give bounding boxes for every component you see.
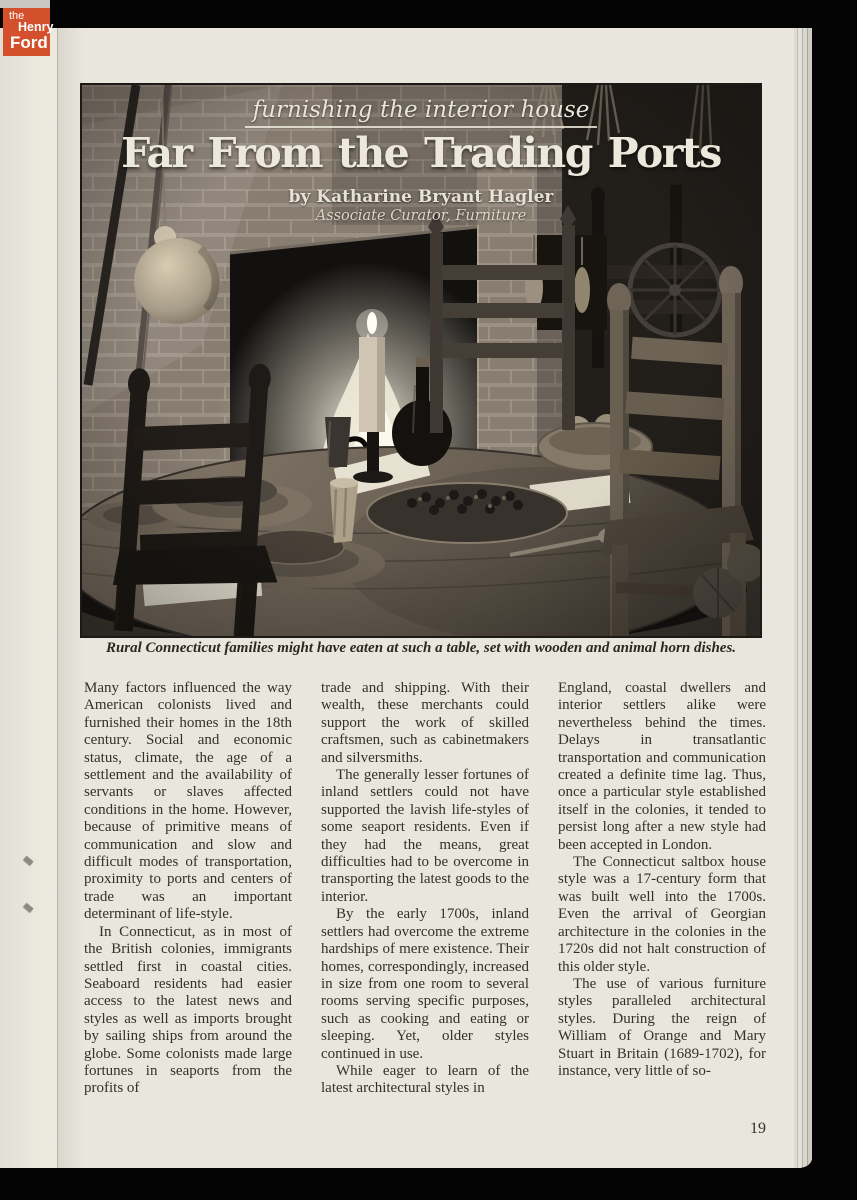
paragraph: England, coastal dwellers and interior settlers alike were nevertheless behind the times. Delays in transatlantic transportation and communication created a definite time lag. Thus, once a particular style established itself in the colonies, it tended to persist long after a new style had been accepted in London. [558,680,766,853]
photo-caption: Rural Connecticut families might have eaten at such a table, set with wooden and animal horn dishes. [105,640,737,656]
paragraph: The generally lesser fortunes of inland settlers could not have supported the lavish life-styles of some seaport residents. Even if they had the means, great difficulties had to be overcome in transporting the latest goods to the interior. [321,767,529,905]
text-column-2 [321,680,529,1098]
henry-ford-logo [3,8,54,56]
page-edge-stack [794,28,812,1168]
magazine-page [0,28,812,1168]
article-title: Far From the Trading Ports [121,129,721,177]
article-byline: by Katharine Bryant Hagler [288,187,554,207]
logo-word-henry: Henry [18,20,54,34]
logo-word-ford: Ford [10,33,48,52]
article-kicker-row [82,97,760,128]
article-photo [82,85,760,636]
paragraph: Many factors influenced the way American colonists lived and furnished their homes in the 18th century. Social and economic status, climate, the age of a settlement and the availability of servants or slaves affected conditions in the home. However, because of primitive means of communication and slow and difficult modes of transportation, proximity to ports and centers of trade was an important determinant of life-style. [84,680,292,923]
binding-gutter [0,28,58,1168]
paragraph: In Connecticut, as in most of the British colonies, immigrants settled first in coastal cities. Seaboard residents had easier access to the latest news and styles as well as imports brought by sailing ships from around the globe. Some colonists made large fortunes in seaports from the profits of [84,923,292,1097]
scan-top-sliver [0,0,50,8]
logo-word-the: the [9,10,25,22]
page-number: 19 [750,1120,766,1137]
article-kicker: furnishing the interior house [245,97,598,128]
paragraph: While eager to learn of the latest architectural styles in [321,1062,529,1097]
text-column-1 [84,680,292,1098]
paragraph: The Connecticut saltbox house style was a 17-century form that was built well into the 1700s. Even the arrival of Georgian architecture in the colonies in the 1720s did not halt construction of this older style. [558,854,766,975]
paragraph: trade and shipping. With their wealth, these merchants could support the work of skilled craftsmen, such as cabinetmakers and silversmiths. [321,680,529,766]
paragraph: By the early 1700s, inland settlers had overcome the extreme hardships of mere existence. Their homes, correspondingly, increased in size from one room to several rooms serving specific purposes, such as cooking and eating or sleeping. Yet, older styles continued in use. [321,906,529,1062]
author-title: Associate Curator, Furniture [315,208,527,224]
gutter-shadow [58,28,84,1168]
paragraph: The use of various furniture styles paralleled architectural styles. During the reign of William of Orange and Mary Stuart in Britain (1689-1702), for instance, very little of so- [558,975,766,1079]
text-column-3 [558,680,766,1080]
